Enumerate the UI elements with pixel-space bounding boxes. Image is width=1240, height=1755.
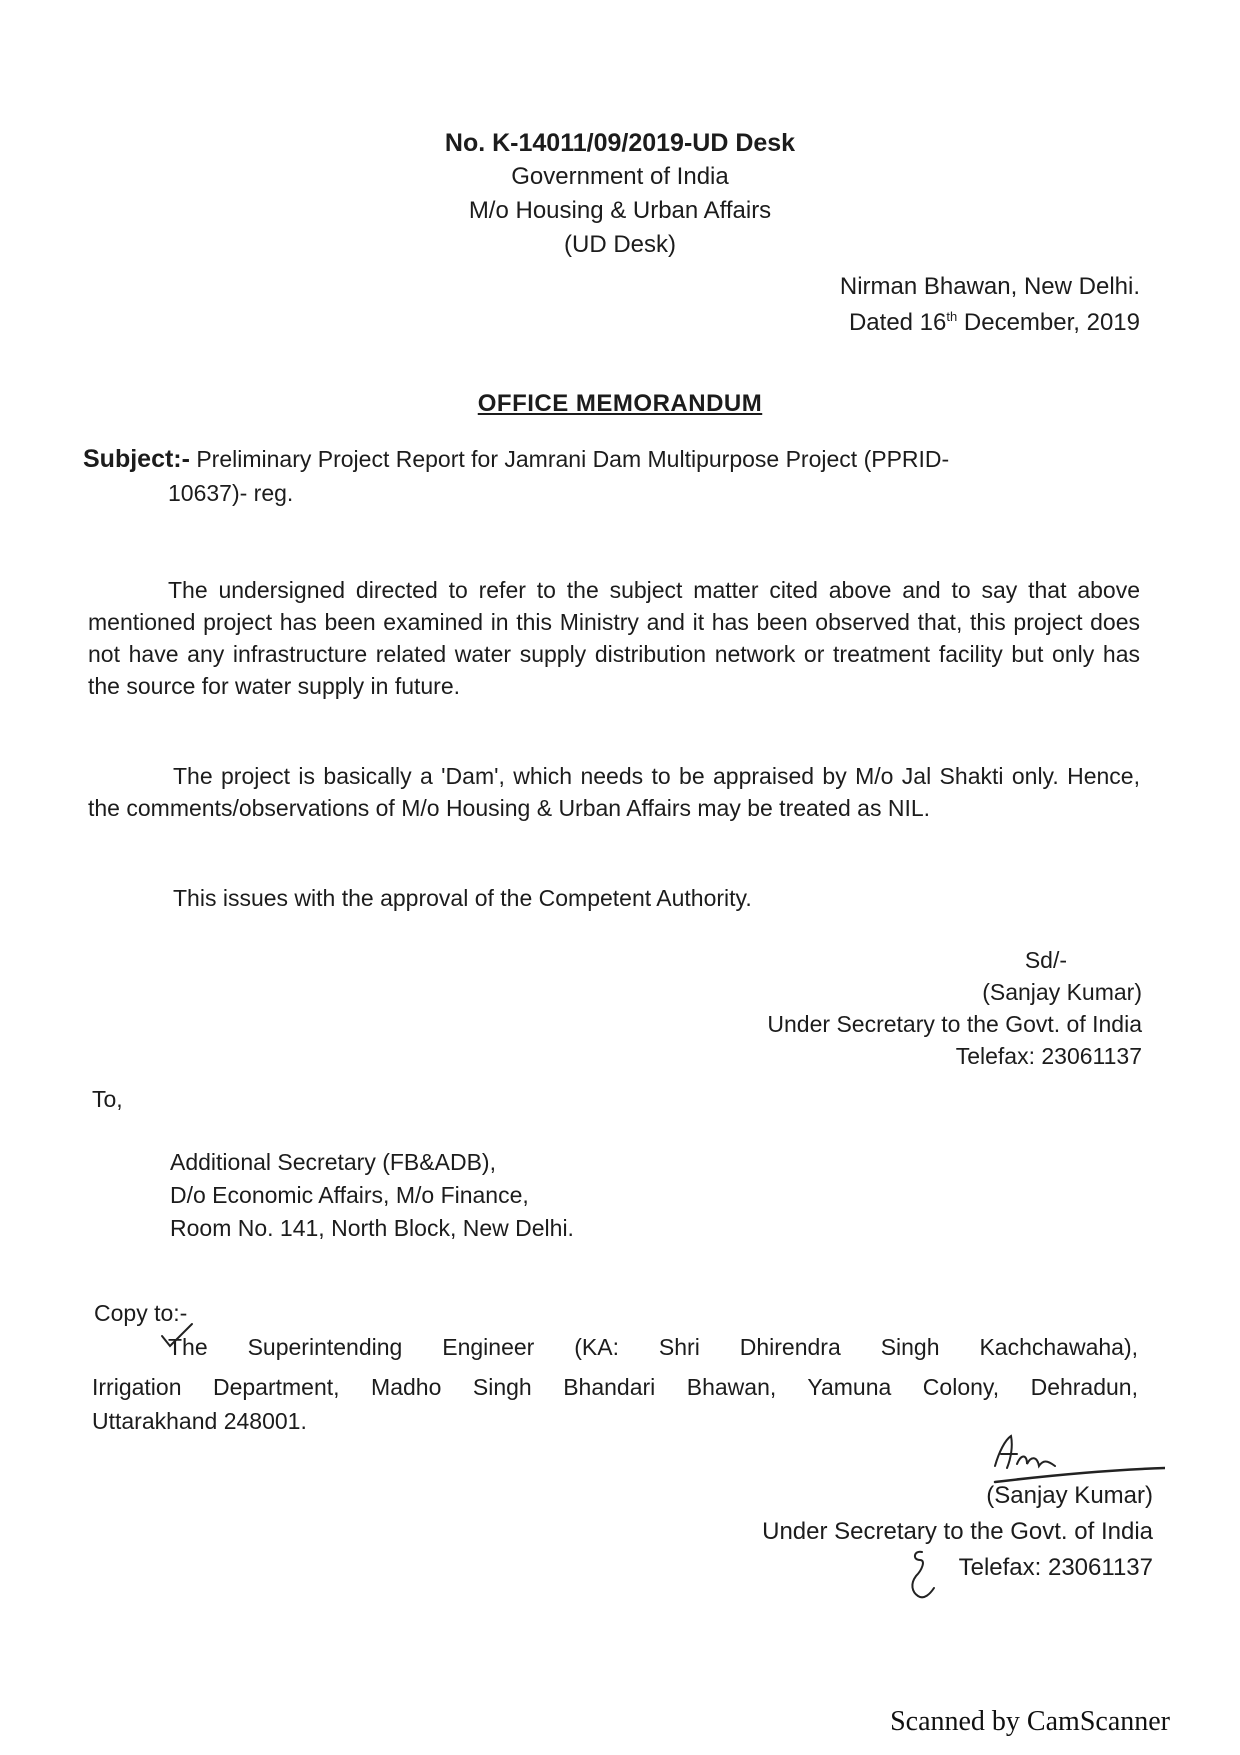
date-ordinal: th	[946, 309, 958, 324]
desk-name: (UD Desk)	[564, 231, 676, 258]
ministry-name: M/o Housing & Urban Affairs	[468, 197, 772, 224]
subject-text-line2: 10637)- reg.	[168, 480, 294, 506]
copy-to-label: Copy to:-	[94, 1300, 188, 1326]
memo-date	[849, 306, 1140, 340]
subject-label: Subject:-	[83, 445, 190, 473]
addressee-line-3: Room No. 141, North Block, New Delhi.	[170, 1215, 574, 1241]
government-name: Government of India	[511, 163, 729, 190]
tick-mark	[158, 1322, 198, 1352]
signatory-telefax: Telefax: 23061137	[955, 1043, 1142, 1069]
signature-block-2	[762, 1478, 1153, 1586]
signature-block-1	[767, 944, 1142, 1072]
signatory-name-2: (Sanjay Kumar)	[986, 1482, 1153, 1509]
file-number: No. K-14011/09/2019-UD Desk	[444, 129, 796, 157]
paragraph-3-text: This issues with the approval of the Competent Authority.	[173, 885, 752, 911]
signatory-name: (Sanjay Kumar)	[982, 979, 1142, 1005]
addressee-block	[170, 1146, 574, 1245]
paragraph-2-text: The project is basically a 'Dam', which needs to be appraised by M/o Jal Shakti only. Hence, the comments/observations of M/o Housing & Urban Affairs may be treated as NIL.	[88, 763, 1140, 821]
copy-to-line-3: Uttarakhand 248001.	[92, 1408, 307, 1434]
signatory-designation: Under Secretary to the Govt. of India	[767, 1011, 1142, 1037]
paragraph-1-text: The undersigned directed to refer to the subject matter cited above and to say that above mentioned project has been examined in this Ministry and it has been observed that, this project does not have any infrastructure related water supply distribution network or treatment facility but only has the source for water supply in future.	[88, 577, 1140, 699]
office-place: Nirman Bhawan, New Delhi.	[839, 273, 1140, 300]
signatory-designation-2: Under Secretary to the Govt. of India	[762, 1518, 1153, 1545]
memo-title: OFFICE MEMORANDUM	[477, 390, 763, 417]
addressee-line-2: D/o Economic Affairs, M/o Finance,	[170, 1182, 529, 1208]
body-paragraph-2	[88, 760, 1140, 824]
to-label: To,	[92, 1086, 123, 1112]
addressee-line-1: Additional Secretary (FB&ADB),	[170, 1149, 496, 1175]
copy-to-first-word: The	[168, 1334, 208, 1360]
subject-line	[83, 442, 949, 476]
scanner-watermark: Scanned by CamScanner	[890, 1706, 1170, 1737]
handwritten-signature	[955, 1424, 1165, 1484]
subject-text-line1: Preliminary Project Report for Jamrani Dam Multipurpose Project (PPRID-	[196, 446, 950, 472]
body-paragraph-3	[88, 882, 1140, 914]
date-suffix: December, 2019	[957, 309, 1140, 336]
copy-to-line-2: Irrigation Department, Madho Singh Bhandari Bhawan, Yamuna Colony, Dehradun,	[92, 1374, 1138, 1400]
copy-to-line-1-rest: Superintending Engineer (KA: Shri Dhirendra Singh Kachchawaha),	[247, 1334, 1138, 1360]
signatory-telefax-2: Telefax: 23061137	[958, 1554, 1153, 1581]
body-paragraph-1	[88, 574, 1140, 702]
handwritten-mark	[900, 1546, 940, 1602]
sd-mark: Sd/-	[1024, 947, 1067, 973]
date-prefix: Dated 16	[848, 309, 947, 336]
copy-to-line-1	[168, 1330, 1138, 1364]
